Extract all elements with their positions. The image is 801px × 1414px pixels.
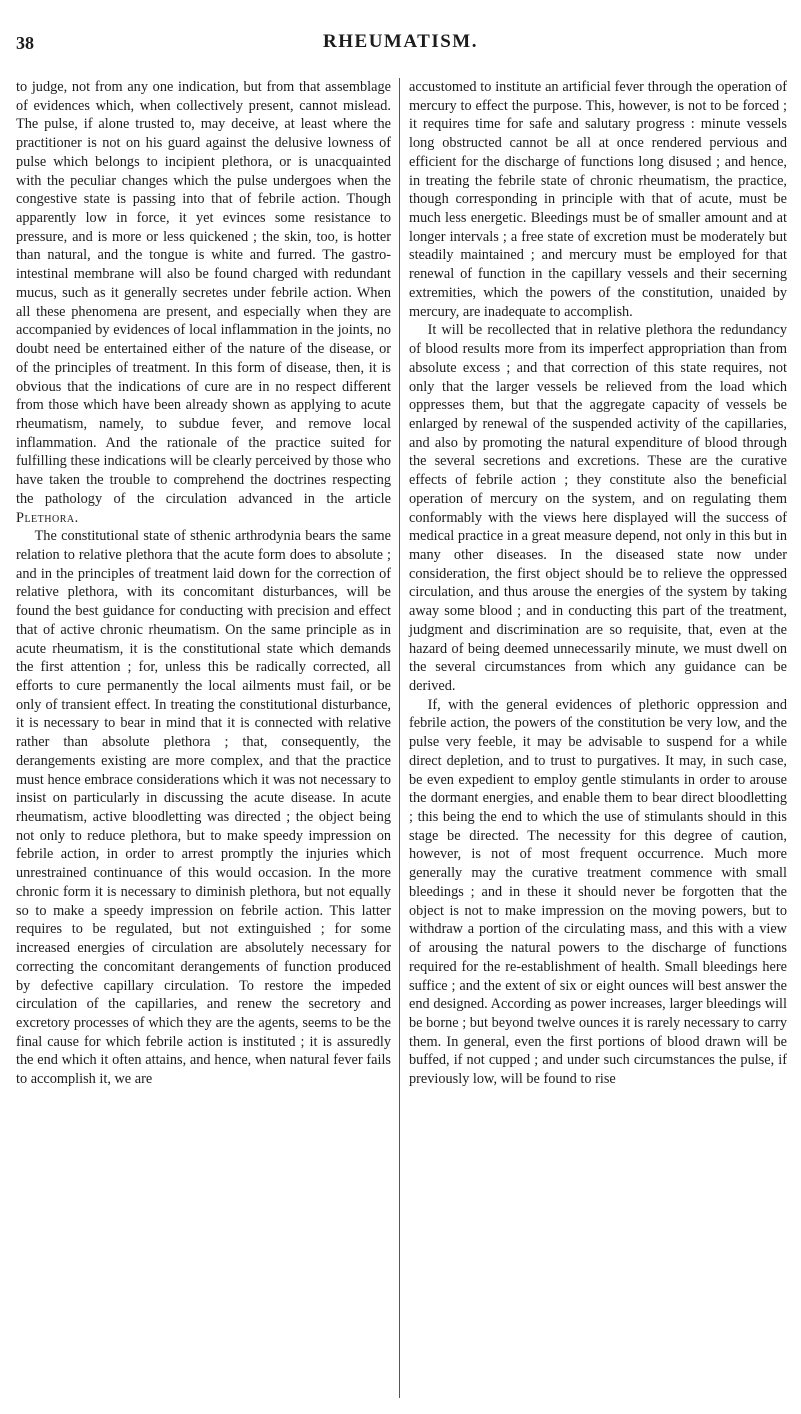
- column-divider: [399, 78, 400, 1398]
- left-column: [16, 78, 391, 1089]
- paragraph: If, with the general evidences of plethoric oppression and febrile action, the powers of the constitution be very low, and the pulse very feeble, it may be advisable to suspend for a while direct depletion, and to trust to purgatives. It may, in such case, be even expedient to employ gentle stimulants in order to arouse the dormant energies, and enable them to bear direct bloodletting ; this being the end to which the use of stimulants should in this stage be directed. The necessity for this degree of caution, however, is not of most frequent occurrence. Much more generally may the curative treatment commence with small bleedings ; and in these it should never be forgotten that the object is not to make impression on the moving powers, but to withdraw a portion of the circulating mass, and this with a view of arousing the natural powers to the discharge of functions required for the re-establishment of health. Small bleedings here suffice ; and the extent of six or eight ounces will best answer the end designed. According as power increases, larger bleedings will be borne ; but beyond twelve ounces it is rarely necessary to carry them. In general, even the first portions of blood drawn will be buffed, if not cupped ; and under such circumstances the pulse, if previously low, will be found to rise: [409, 696, 787, 1088]
- paragraph: It will be recollected that in relative plethora the redundancy of blood results more from its imperfect appropriation than from absolute excess ; and that correction of this state requires, not only that the larger vessels be relieved from the load which oppresses them, but that the aggregate capacity of vessels be enlarged by renewal of the suspended activity of the capillaries, and also by promoting the natural expenditure of blood through the several secretions and excretions. These are the curative effects of febrile action ; they constitute also the beneficial operation of mercury on the system, and on regulating them conformably with the views here displayed will the success of medical practice in a great measure depend, not only in this but in many other diseases. In the diseased state now under consideration, the first object should be to relieve the oppressed circulation, and thus arouse the energies of the system by taking away some blood ; and in conducting this part of the treatment, judgment and discrimination are so requisite, that, even at the hazard of being deemed unnecessarily minute, we must dwell on the several circumstances from which any guidance can be derived.: [409, 322, 787, 694]
- running-head: RHEUMATISM.: [323, 31, 478, 52]
- right-column: [409, 78, 787, 1089]
- paragraph: The constitutional state of sthenic arthrodynia bears the same relation to relative plethora that the acute form does to absolute ; and in the principles of treatment laid down for the correction of relative plethora, with its concomitant disturbances, will be found the best guidance for conducting with precision and effect that of active chronic rheumatism. On the same principle as in acute rheumatism, it is the constitutional state which demands the first attention ; for, unless this be radically corrected, all efforts to cure permanently the local ailments must fail, or be only of transient effect. In treating the constitutional disturbance, it is necessary to bear in mind that it is connected with relative rather than absolute plethora ; that, consequently, the derangements existing are more complex, and that the practice must hence embrace considerations which it was not necessary to insist on particularly in discussing the acute disease. In acute rheumatism, active bloodletting was directed ; the object being not only to reduce plethora, but to make speedy impression on febrile action, in order to arrest promptly the injuries which unrestrained continuance of this would occasion. In the more chronic form it is necessary to diminish plethora, but not equally so to make a speedy impression on febrile action. This latter requires to be regulated, but not extinguished ; for some increased energies of circulation are absolutely necessary for correcting the concomitant derangements of function produced by defective capillary circulation. To restore the impeded circulation of the capillaries, and renew the secretory and excretory processes of which they are the agents, seems to be the final cause for which febrile action is instituted ; it is assuredly the end which it often attains, and hence, when natural fever fails to accomplish it, we are: [16, 528, 391, 1088]
- paragraph: accustomed to institute an artificial fever through the operation of mercury to effect the purpose. This, however, is not to be forced ; it requires time for safe and salutary progress : minute vessels long obstructed cannot be all at once rendered pervious and efficient for the discharge of functions long disused ; and hence, in treating the febrile state of chronic rheumatism, the practice, though corresponding in principle with that of acute, must be much less energetic. Bleedings must be of smaller amount and at longer intervals ; a free state of excretion must be moderately but steadily maintained ; and mercury must be employed for that renewal of function in the capillary vessels and their secerning extremities, which the powers of the constitution, unaided by mercury, are inadequate to accomplish.: [409, 79, 787, 320]
- cross-reference: Plethora.: [16, 509, 79, 526]
- paragraph: [16, 78, 391, 527]
- page-number: 38: [16, 33, 34, 53]
- paragraph-text: to judge, not from any one indication, but from that assemblage of evidences which, when collectively present, cannot mislead. The pulse, if alone trusted to, may deceive, at least where the practitioner is not on his guard against the delusive lowness of pulse which belongs to incipient plethora, or is unacquainted with the peculiar changes which the pulse undergoes when the congestive state is passing into that of febrile action. Though apparently low in force, it yet evinces some resistance to pressure, and is more or less quickened ; the skin, too, is hotter than natural, and the tongue is white and furred. The gastro-intestinal membrane will also be found charged with redundant mucus, such as it generally secretes under febrile action. When all these phenomena are present, and especially when they are accompanied by evidences of local inflammation in the joints, no doubt need be entertained either of the nature of the disease, or of the principles of treatment. In this form of disease, then, it is obvious that the indications of cure are in no respect different from those which have been already shown as applying to acute rheumatism, namely, to subdue fever, and remove local inflammation. And the rationale of the practice suited for fulfilling these indications will be clearly perceived by those who have taken the trouble to comprehend the doctrines respecting the pathology of the circulation advanced in the article: [16, 79, 391, 507]
